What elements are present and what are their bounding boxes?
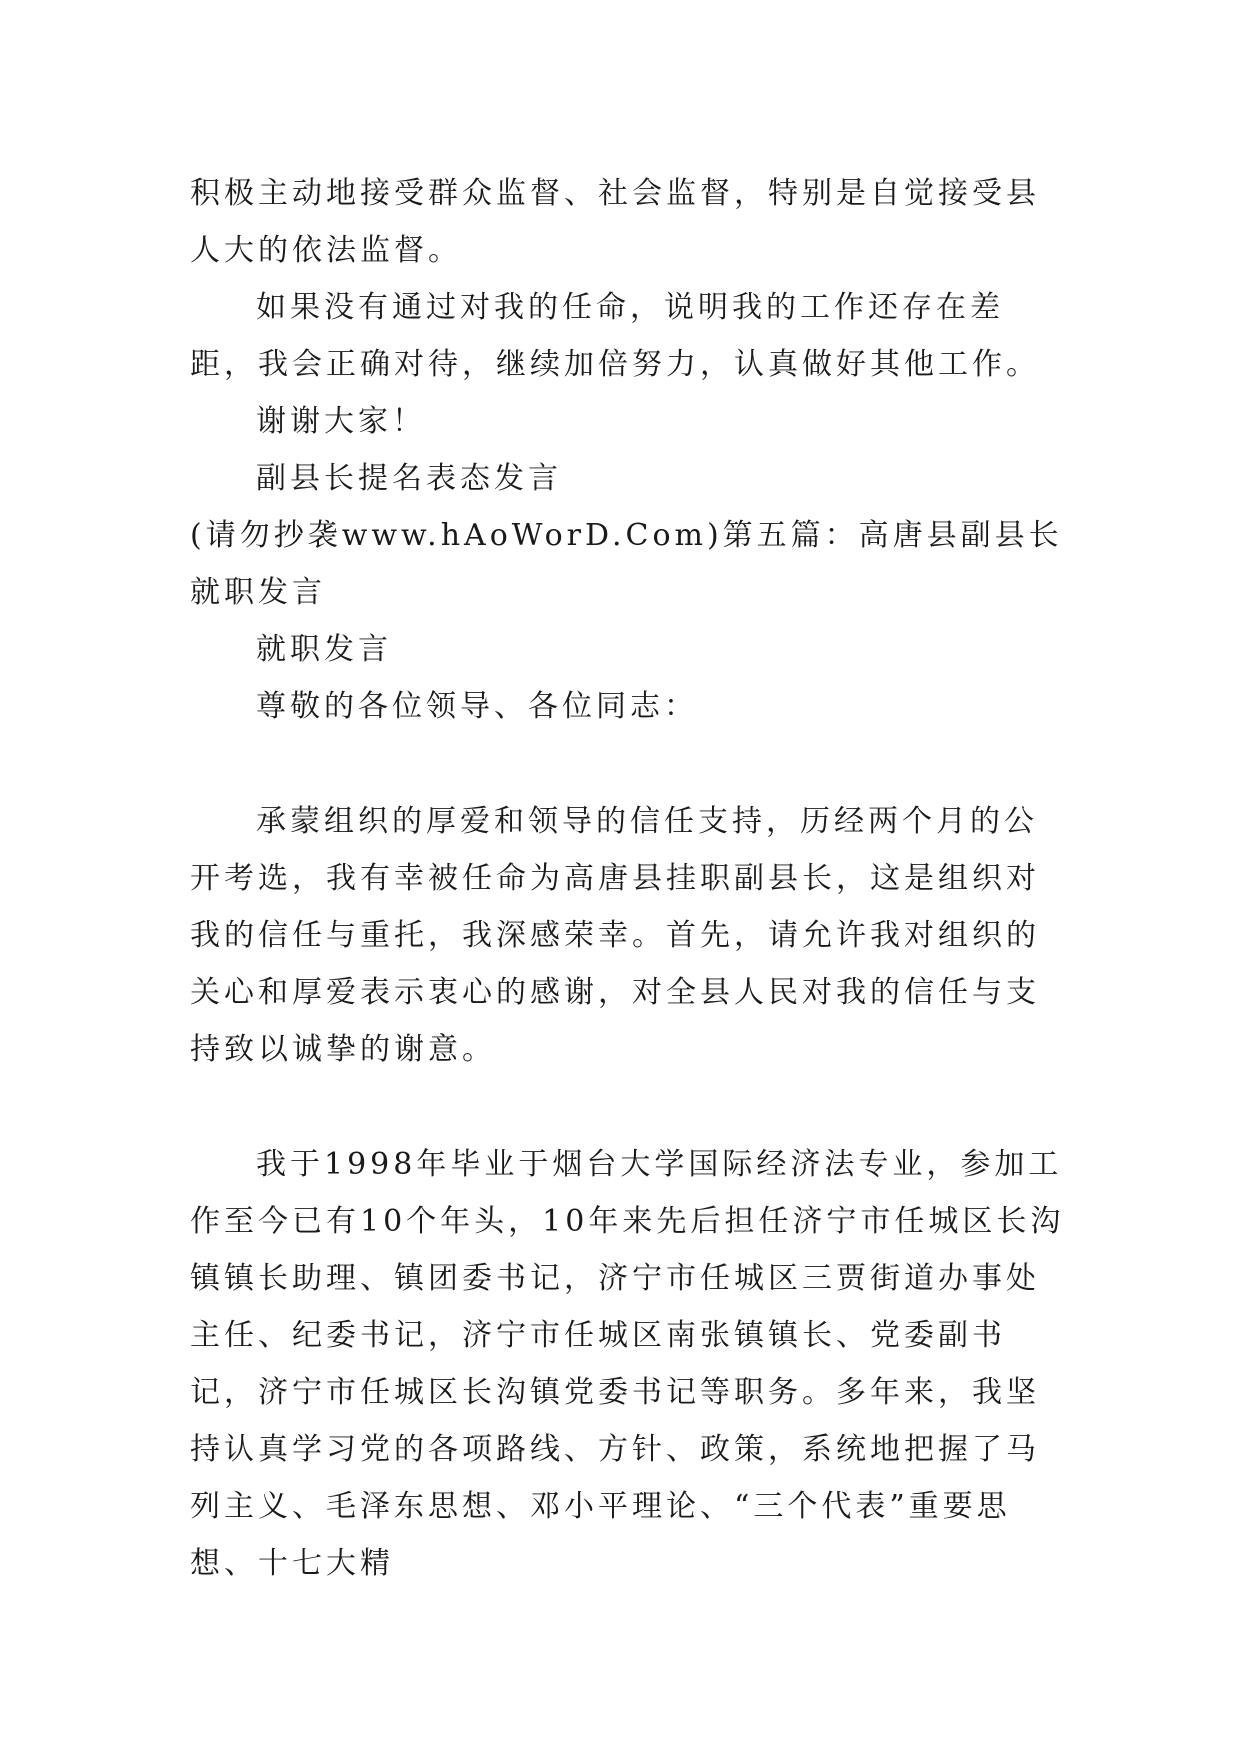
paragraph-section-title: (请勿抄袭www.hAoWorD.Com)第五篇：高唐县副县长就职发言 <box>190 518 1063 610</box>
paragraph-appointment-outcome: 如果没有通过对我的任命，说明我的工作还存在差距，我会正确对待，继续加倍努力，认真做好其他工作。 <box>190 290 1040 382</box>
paragraph-gap <box>190 735 1070 793</box>
paragraph-heading-inauguration: 就职发言 <box>256 632 392 667</box>
paragraph-career: 我于1998年毕业于烟台大学国际经济法专业，参加工作至今已有10个年头，10年来先后担任济宁市任城区长沟镇镇长助理、镇团委书记，济宁市任城区三贾街道办事处主任、纪委书记，济宁市任城区南张镇镇长、党委副书记，济宁市任城区长沟镇党委书记等职务。多年来，我坚持认真学习党的各项路线、方针、政策，系统地把握了马列主义、毛泽东思想、邓小平理论、“三个代表”重要思想、十七大精 <box>190 1147 1065 1581</box>
paragraph-salutation: 尊敬的各位领导、各位同志： <box>256 689 698 724</box>
paragraph-thanks: 谢谢大家！ <box>256 404 426 439</box>
paragraph-supervision: 积极主动地接受群众监督、社会监督，特别是自觉接受县人大的依法监督。 <box>190 176 1040 268</box>
paragraph-gap <box>190 1078 1070 1136</box>
paragraph-heading-nomination: 副县长提名表态发言 <box>256 461 562 496</box>
document-body <box>190 165 1070 1592</box>
paragraph-gratitude: 承蒙组织的厚爱和领导的信任支持，历经两个月的公开考选，我有幸被任命为高唐县挂职副县长，这是组织对我的信任与重托，我深感荣幸。首先，请允许我对组织的关心和厚爱表示衷心的感谢，对全县人民对我的信任与支持致以诚挚的谢意。 <box>190 804 1040 1067</box>
